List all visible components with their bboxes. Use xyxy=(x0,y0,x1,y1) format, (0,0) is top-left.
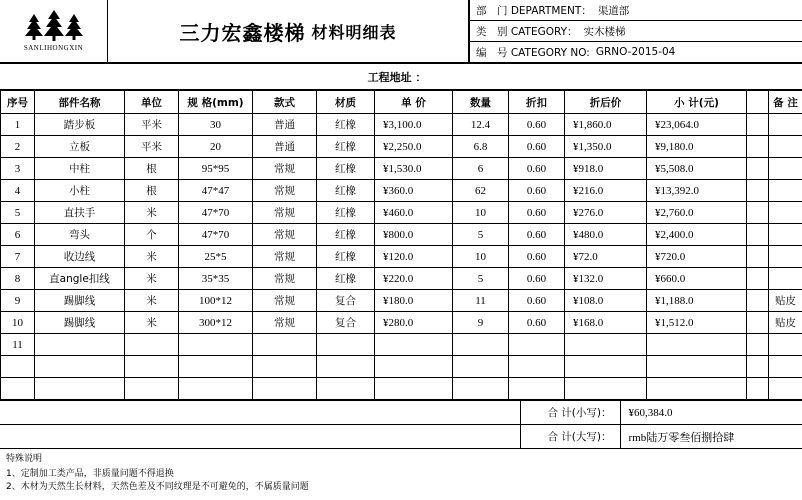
table-cell: ¥216.0 xyxy=(565,180,647,202)
table-cell xyxy=(747,246,769,268)
table-cell: 直angle扣线 xyxy=(35,268,125,290)
table-cell xyxy=(453,378,509,400)
title-sub: 材料明细表 xyxy=(311,22,397,42)
table-cell xyxy=(125,334,179,356)
table-cell: 根 xyxy=(125,180,179,202)
table-cell: ¥1,512.0 xyxy=(647,312,747,334)
table-cell xyxy=(747,224,769,246)
table-cell: 95*95 xyxy=(179,158,253,180)
table-cell: 小柱 xyxy=(35,180,125,202)
material-table xyxy=(0,90,802,400)
table-cell: ¥2,250.0 xyxy=(375,136,453,158)
table-cell: 常规 xyxy=(253,312,317,334)
meta-department-label: 部 门 DEPARTMENT： xyxy=(476,4,592,17)
table-cell xyxy=(747,290,769,312)
table-cell: 红橡 xyxy=(317,114,375,136)
table-cell: 11 xyxy=(1,334,35,356)
table-cell xyxy=(1,356,35,378)
company-logo-text: SANLIHONGXIN xyxy=(23,44,84,52)
table-cell: 0.60 xyxy=(509,246,565,268)
meta-category-no xyxy=(470,42,802,62)
table-cell: 35*35 xyxy=(179,268,253,290)
table-cell xyxy=(565,356,647,378)
table-row xyxy=(1,224,802,246)
table-cell xyxy=(35,378,125,400)
notes-title: 特殊说明 xyxy=(6,454,43,464)
table-cell: 3 xyxy=(1,158,35,180)
table-cell: 常规 xyxy=(253,246,317,268)
table-cell: 普通 xyxy=(253,136,317,158)
table-cell xyxy=(747,334,769,356)
table-cell: ¥720.0 xyxy=(647,246,747,268)
table-row xyxy=(1,180,802,202)
table-cell: 普通 xyxy=(253,114,317,136)
meta-category-no-value: GRNO-2015-04 xyxy=(595,46,676,58)
table-cell xyxy=(747,202,769,224)
table-row xyxy=(1,114,802,136)
table-row xyxy=(1,290,802,312)
table-cell: 踢脚线 xyxy=(35,290,125,312)
table-cell xyxy=(375,356,453,378)
table-cell xyxy=(769,180,802,202)
table-cell: ¥120.0 xyxy=(375,246,453,268)
table-row xyxy=(1,202,802,224)
table-cell: 10 xyxy=(453,246,509,268)
table-cell: 0.60 xyxy=(509,290,565,312)
table-cell xyxy=(769,202,802,224)
table-cell xyxy=(747,378,769,400)
table-row xyxy=(1,158,802,180)
table-cell: 11 xyxy=(453,290,509,312)
table-cell: ¥1,530.0 xyxy=(375,158,453,180)
table-cell xyxy=(1,378,35,400)
meta-category-label: 类 别 CATEGORY： xyxy=(476,25,578,38)
table-cell xyxy=(769,158,802,180)
title-main: 三力宏鑫楼梯 xyxy=(179,20,306,45)
table-cell: 6 xyxy=(1,224,35,246)
table-cell xyxy=(509,356,565,378)
table-cell xyxy=(35,356,125,378)
table-cell xyxy=(317,378,375,400)
table-cell: ¥13,392.0 xyxy=(647,180,747,202)
table-row-empty xyxy=(1,356,802,378)
col-subtotal: 小 计(元) xyxy=(647,91,747,114)
notes-line-2: 2、木材为天然生长材料，天然色差及不同纹理是不可避免的，不属质量问题 xyxy=(6,482,309,492)
table-cell xyxy=(647,356,747,378)
table-cell: 常规 xyxy=(253,290,317,312)
table-cell xyxy=(747,136,769,158)
table-cell: 踢脚线 xyxy=(35,312,125,334)
table-cell: 常规 xyxy=(253,158,317,180)
table-cell: 红橡 xyxy=(317,136,375,158)
table-cell: 立板 xyxy=(35,136,125,158)
table-cell: 贴皮 xyxy=(769,290,802,312)
table-cell: ¥108.0 xyxy=(565,290,647,312)
table-cell xyxy=(253,378,317,400)
table-cell: ¥280.0 xyxy=(375,312,453,334)
table-cell: 踏步板 xyxy=(35,114,125,136)
total-small-value: ¥60,384.0 xyxy=(620,401,802,425)
table-cell: 复合 xyxy=(317,290,375,312)
project-address-row xyxy=(0,64,802,90)
table-cell: 平米 xyxy=(125,114,179,136)
table-cell xyxy=(509,378,565,400)
table-cell: 根 xyxy=(125,158,179,180)
header-meta xyxy=(470,0,802,62)
table-cell xyxy=(253,356,317,378)
table-cell: ¥2,760.0 xyxy=(647,202,747,224)
table-cell: 红橡 xyxy=(317,268,375,290)
table-cell: 1 xyxy=(1,114,35,136)
total-small-row xyxy=(0,401,802,425)
table-cell: 47*70 xyxy=(179,202,253,224)
total-small-spacer xyxy=(0,401,520,425)
table-cell: ¥2,400.0 xyxy=(647,224,747,246)
table-cell: 米 xyxy=(125,268,179,290)
table-cell: 红橡 xyxy=(317,246,375,268)
table-cell: 米 xyxy=(125,246,179,268)
company-logo xyxy=(0,0,108,62)
table-row xyxy=(1,246,802,268)
col-quantity: 数量 xyxy=(453,91,509,114)
meta-category-no-label: 编 号 CATEGORY NO: xyxy=(476,46,590,59)
table-cell xyxy=(317,334,375,356)
table-cell: ¥918.0 xyxy=(565,158,647,180)
table-cell xyxy=(747,180,769,202)
table-row xyxy=(1,312,802,334)
project-address-label: 工程地址 ： xyxy=(367,70,427,84)
table-cell xyxy=(125,378,179,400)
meta-department-value: 渠道部 xyxy=(597,4,630,17)
table-cell: 常规 xyxy=(253,202,317,224)
table-cell: ¥23,064.0 xyxy=(647,114,747,136)
table-cell: 10 xyxy=(1,312,35,334)
table-cell: ¥360.0 xyxy=(375,180,453,202)
table-cell: ¥220.0 xyxy=(375,268,453,290)
table-cell: 红橡 xyxy=(317,224,375,246)
table-cell: ¥5,508.0 xyxy=(647,158,747,180)
totals-table xyxy=(0,400,802,449)
table-cell xyxy=(253,334,317,356)
table-cell xyxy=(647,378,747,400)
table-cell xyxy=(453,334,509,356)
table-cell: 平米 xyxy=(125,136,179,158)
table-row xyxy=(1,136,802,158)
table-cell: ¥276.0 xyxy=(565,202,647,224)
table-cell: 8 xyxy=(1,268,35,290)
table-cell: 5 xyxy=(1,202,35,224)
table-cell xyxy=(769,224,802,246)
total-large-row xyxy=(0,425,802,449)
table-cell xyxy=(747,158,769,180)
table-cell: 个 xyxy=(125,224,179,246)
total-small-label: 合 计(小写)： xyxy=(520,401,620,425)
table-cell: 直扶手 xyxy=(35,202,125,224)
table-body xyxy=(1,114,802,400)
table-cell: ¥3,100.0 xyxy=(375,114,453,136)
table-cell: 5 xyxy=(453,224,509,246)
table-cell: 100*12 xyxy=(179,290,253,312)
col-spacer xyxy=(747,91,769,114)
table-cell: 0.60 xyxy=(509,136,565,158)
col-spec: 规 格(mm) xyxy=(179,91,253,114)
col-material: 材质 xyxy=(317,91,375,114)
table-cell: 4 xyxy=(1,180,35,202)
table-cell: 常规 xyxy=(253,224,317,246)
table-cell: 9 xyxy=(453,312,509,334)
table-cell: ¥800.0 xyxy=(375,224,453,246)
col-discount: 折扣 xyxy=(509,91,565,114)
meta-department xyxy=(470,0,802,21)
table-row-empty xyxy=(1,378,802,400)
table-cell: 常规 xyxy=(253,268,317,290)
table-cell: 0.60 xyxy=(509,224,565,246)
table-cell xyxy=(647,334,747,356)
table-cell xyxy=(35,334,125,356)
table-cell: 中柱 xyxy=(35,158,125,180)
table-cell xyxy=(769,136,802,158)
table-cell: 复合 xyxy=(317,312,375,334)
table-cell xyxy=(125,356,179,378)
table-cell: 300*12 xyxy=(179,312,253,334)
table-cell: 62 xyxy=(453,180,509,202)
table-cell: 6 xyxy=(453,158,509,180)
table-cell: 0.60 xyxy=(509,202,565,224)
document-title xyxy=(108,0,470,62)
table-cell: ¥480.0 xyxy=(565,224,647,246)
table-cell xyxy=(747,268,769,290)
table-cell: 5 xyxy=(453,268,509,290)
table-cell xyxy=(769,334,802,356)
table-cell xyxy=(769,378,802,400)
table-cell: 0.60 xyxy=(509,180,565,202)
table-cell: ¥180.0 xyxy=(375,290,453,312)
table-cell xyxy=(375,334,453,356)
table-cell xyxy=(769,356,802,378)
table-cell: ¥1,188.0 xyxy=(647,290,747,312)
table-cell: 0.60 xyxy=(509,114,565,136)
table-cell: 47*47 xyxy=(179,180,253,202)
table-cell xyxy=(565,378,647,400)
table-cell: 47*70 xyxy=(179,224,253,246)
table-cell xyxy=(179,378,253,400)
table-cell: 2 xyxy=(1,136,35,158)
table-cell: 30 xyxy=(179,114,253,136)
document-header xyxy=(0,0,802,64)
col-part-name: 部件名称 xyxy=(35,91,125,114)
table-cell: 红橡 xyxy=(317,158,375,180)
table-cell: 米 xyxy=(125,202,179,224)
table-cell: 7 xyxy=(1,246,35,268)
table-cell: 9 xyxy=(1,290,35,312)
table-cell: 贴皮 xyxy=(769,312,802,334)
table-cell: ¥460.0 xyxy=(375,202,453,224)
table-cell: 常规 xyxy=(253,180,317,202)
col-unit: 单位 xyxy=(125,91,179,114)
table-cell xyxy=(747,114,769,136)
table-row xyxy=(1,268,802,290)
table-cell: 0.60 xyxy=(509,268,565,290)
table-cell xyxy=(179,356,253,378)
total-large-spacer xyxy=(0,425,520,449)
table-cell: 25*5 xyxy=(179,246,253,268)
table-cell: 米 xyxy=(125,290,179,312)
notes-line-1: 1、定制加工类产品，非质量问题不得退换 xyxy=(6,468,174,479)
table-cell: 0.60 xyxy=(509,312,565,334)
table-cell: ¥9,180.0 xyxy=(647,136,747,158)
meta-category xyxy=(470,21,802,42)
table-cell xyxy=(769,268,802,290)
table-cell: ¥168.0 xyxy=(565,312,647,334)
total-large-label: 合 计(大写)： xyxy=(520,425,620,449)
table-cell xyxy=(317,356,375,378)
table-cell: 米 xyxy=(125,312,179,334)
col-discounted-price: 折后价 xyxy=(565,91,647,114)
table-cell xyxy=(747,312,769,334)
table-cell: 12.4 xyxy=(453,114,509,136)
table-cell: ¥660.0 xyxy=(647,268,747,290)
col-index: 序号 xyxy=(1,91,35,114)
total-large-value: rmb陆万零叁佰捌拾肆 xyxy=(620,425,802,449)
table-cell: 0.60 xyxy=(509,158,565,180)
table-cell: ¥1,350.0 xyxy=(565,136,647,158)
table-cell: 弯头 xyxy=(35,224,125,246)
table-cell: ¥1,860.0 xyxy=(565,114,647,136)
table-cell xyxy=(769,246,802,268)
col-remark: 备 注 xyxy=(769,91,802,114)
table-cell xyxy=(375,378,453,400)
special-notes xyxy=(0,449,802,495)
table-cell: ¥72.0 xyxy=(565,246,647,268)
table-cell xyxy=(453,356,509,378)
meta-category-value: 实木楼梯 xyxy=(583,25,626,38)
table-cell xyxy=(509,334,565,356)
table-cell: 6.8 xyxy=(453,136,509,158)
three-pine-trees-icon xyxy=(21,10,87,42)
table-cell: 20 xyxy=(179,136,253,158)
table-header-row xyxy=(1,91,802,114)
table-row xyxy=(1,334,802,356)
table-cell xyxy=(565,334,647,356)
table-cell xyxy=(747,356,769,378)
table-cell: 红橡 xyxy=(317,202,375,224)
col-unit-price: 单 价 xyxy=(375,91,453,114)
table-cell: 红橡 xyxy=(317,180,375,202)
table-cell xyxy=(179,334,253,356)
col-style: 款式 xyxy=(253,91,317,114)
table-cell: ¥132.0 xyxy=(565,268,647,290)
table-cell xyxy=(769,114,802,136)
table-cell: 10 xyxy=(453,202,509,224)
table-cell: 收边线 xyxy=(35,246,125,268)
